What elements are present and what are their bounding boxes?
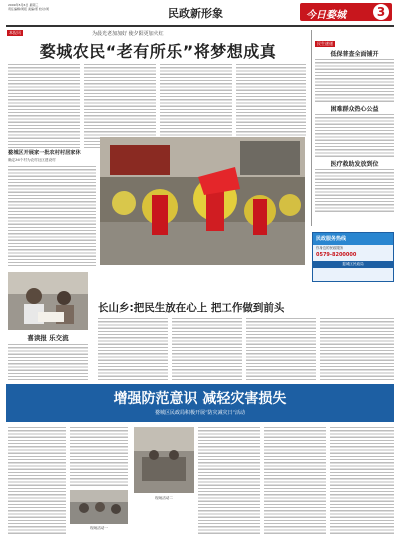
sidebar-headline: 婺城区开展家一批农村村居家休	[8, 150, 81, 156]
right-item-1-body	[315, 59, 394, 103]
reading-photo-image	[8, 272, 88, 330]
right-item-1	[315, 51, 394, 103]
portrait-body	[8, 344, 88, 380]
feature-body-col-1	[98, 318, 168, 382]
reading-photo-caption: 喜读报 乐交流	[27, 334, 69, 342]
hotline-title: 民政服务热线	[316, 236, 347, 242]
paper-name-banner	[300, 3, 392, 21]
bottom-photo-1	[70, 490, 128, 524]
bottom-body-col-5	[330, 427, 394, 535]
lead-tag: 本报讯	[9, 30, 21, 35]
reading-photo	[8, 272, 88, 330]
bottom-photo-1-image	[70, 490, 128, 524]
banner-subhead: 婺城区民政局积极开展“防灾减灾日”活动	[154, 410, 246, 416]
bottom-photo-2-image	[134, 427, 194, 493]
issue-editors: 责任编辑/周报 美编/邢 校对/周	[8, 7, 49, 11]
bottom-photo-2	[134, 427, 194, 493]
lead-body-col-3	[160, 64, 232, 148]
bottom-body-col-2	[70, 427, 128, 487]
sidebar-story	[8, 150, 96, 268]
hotline-header	[313, 233, 393, 245]
right-item-2	[315, 106, 394, 158]
right-item-3-body	[315, 169, 394, 213]
sidebar-subhead: 确定36个村为农村社区建设村	[8, 158, 56, 162]
bottom-photo-1-caption: 现场活动一	[90, 526, 108, 530]
dance-photo	[100, 137, 305, 265]
banner-headline: 增强防范意识 减轻灾害损失	[113, 391, 287, 407]
feature-headline: 长山乡:把民生放在心上 把工作做到前头	[98, 302, 285, 314]
feature-body-col-3	[246, 318, 316, 382]
right-item-3-title: 医疗救助发放到位	[330, 161, 379, 168]
lead-body-col-5	[236, 137, 237, 138]
lead-body-col-1	[8, 64, 80, 148]
bottom-body-col-1	[8, 427, 66, 535]
section-title: 民政新形象	[168, 7, 223, 20]
feature-body-col-2	[172, 318, 242, 382]
right-item-1-title: 低保普查全面铺开	[330, 51, 379, 58]
right-column	[311, 30, 394, 226]
lead-body-col-4	[236, 64, 306, 136]
feature-body-col-4	[320, 318, 394, 382]
hotline-ad	[312, 232, 394, 282]
bottom-photo-2-caption: 现场活动二	[155, 496, 173, 500]
right-item-3	[315, 161, 394, 213]
lead-kicker: 为晨光老加加好 使夕阳更加火红	[92, 31, 164, 37]
dance-photo-image	[100, 137, 305, 265]
page-number-badge: 3	[373, 4, 389, 20]
bottom-body-col-3	[198, 427, 260, 535]
right-item-2-title: 困难群众热心公益	[330, 106, 379, 113]
hotline-subtitle: 你身边的民政服务	[316, 246, 344, 250]
issue-date: 2009年5月6日 星期三	[8, 3, 39, 7]
header-rule	[6, 25, 394, 27]
lead-headline: 婺城农民“老有所乐”将梦想成真	[39, 42, 277, 61]
bottom-body-col-4	[264, 427, 326, 535]
bottom-banner	[6, 384, 394, 422]
masthead	[8, 3, 392, 23]
issue-meta	[8, 3, 128, 11]
sidebar-body	[8, 166, 96, 266]
hotline-phone: 0579-8200000	[316, 252, 357, 258]
lead-body-col-2	[84, 64, 156, 148]
hotline-note: 婺城区民政局	[313, 261, 393, 268]
paper-name: 今日婺城	[306, 10, 346, 21]
right-column-tag: 民生速递	[317, 41, 333, 46]
right-item-2-body	[315, 114, 394, 158]
